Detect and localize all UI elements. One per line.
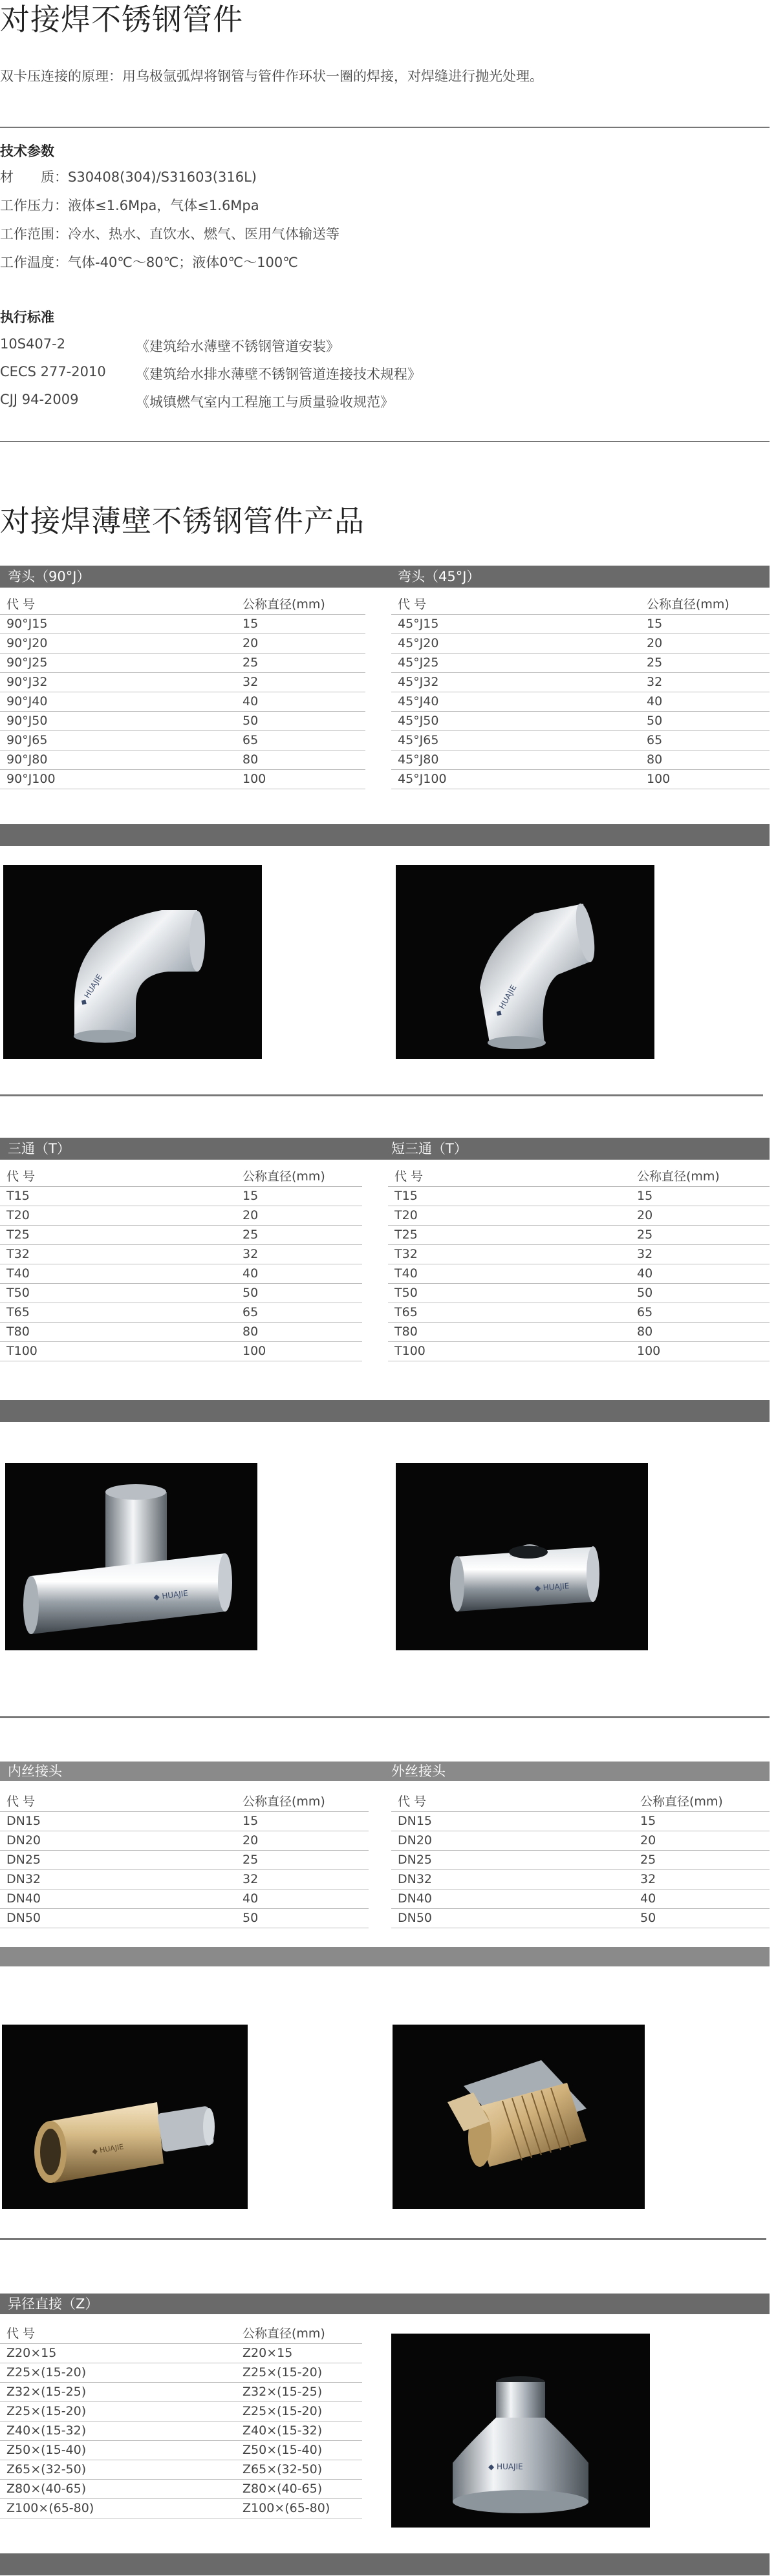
row-divider xyxy=(388,1244,770,1245)
male-adapter-icon xyxy=(393,2025,645,2209)
cell-code: Z25×(15-20) xyxy=(6,2365,87,2379)
cell-dn: 80 xyxy=(242,752,259,767)
cell-dn: 65 xyxy=(242,1305,259,1319)
short-tee-photo xyxy=(396,1463,648,1650)
tee-photo xyxy=(5,1463,257,1650)
cell-code: 90°J20 xyxy=(6,636,48,650)
cell-code: T25 xyxy=(394,1228,418,1242)
row-divider xyxy=(0,1869,369,1870)
row-divider xyxy=(0,1244,362,1245)
cell-dn: 65 xyxy=(637,1305,653,1319)
cell-code: T25 xyxy=(6,1228,30,1242)
cell-dn: 50 xyxy=(640,1911,656,1925)
cell-dn: Z40×(15-32) xyxy=(242,2423,323,2438)
cell-code: T15 xyxy=(6,1189,30,1203)
cell-dn: 20 xyxy=(637,1208,653,1222)
cell-dn: Z50×(15-40) xyxy=(242,2443,323,2457)
cell-code: DN50 xyxy=(398,1911,433,1925)
cell-code: 90°J100 xyxy=(6,772,56,786)
row-divider xyxy=(0,653,365,654)
cell-dn: 40 xyxy=(647,694,663,708)
column-header-dn: 公称直径(mm) xyxy=(640,1794,723,1809)
tech-row: 工作范围：冷水、热水、直饮水、燃气、医用气体输送等 xyxy=(0,226,339,242)
column-header-dn: 公称直径(mm) xyxy=(242,597,325,612)
elbow-90-icon xyxy=(3,865,262,1059)
row-divider xyxy=(391,711,770,712)
section-header-bar xyxy=(0,2294,770,2314)
cell-dn: 40 xyxy=(242,694,259,708)
column-header-dn: 公称直径(mm) xyxy=(242,1794,325,1809)
column-header-dn: 公称直径(mm) xyxy=(242,2326,325,2341)
cell-dn: 32 xyxy=(647,675,663,689)
cell-dn: 65 xyxy=(647,733,663,747)
cell-code: T65 xyxy=(394,1305,418,1319)
cell-dn: 25 xyxy=(647,655,663,670)
cell-dn: 32 xyxy=(242,1247,259,1261)
cell-code: DN15 xyxy=(6,1814,41,1828)
row-divider xyxy=(391,1869,770,1870)
cell-dn: 32 xyxy=(242,1872,259,1886)
row-divider xyxy=(388,1186,770,1187)
row-divider xyxy=(391,633,770,634)
table-title: 弯头（45°J） xyxy=(398,569,480,584)
cell-code: T40 xyxy=(394,1266,418,1281)
row-divider xyxy=(388,1322,770,1323)
row-divider xyxy=(391,614,770,615)
cell-code: Z100×(65-80) xyxy=(6,2501,94,2515)
tech-row: 工作压力：液体≤1.6Mpa，气体≤1.6Mpa xyxy=(0,198,259,213)
row-divider xyxy=(0,633,365,634)
svg-text:◆ HUAJIE: ◆ HUAJIE xyxy=(534,1581,570,1593)
column-header-dn: 公称直径(mm) xyxy=(242,1169,325,1184)
section-header-bar xyxy=(0,1762,770,1781)
female-adapter-icon xyxy=(2,2025,248,2209)
divider xyxy=(0,1716,770,1718)
standard-code: CJJ 94-2009 xyxy=(0,392,79,407)
row-divider xyxy=(0,614,365,615)
cell-code: DN20 xyxy=(6,1833,41,1847)
row-divider xyxy=(0,1908,369,1909)
cell-code: 90°J80 xyxy=(6,752,48,767)
cell-code: Z80×(40-65) xyxy=(6,2482,87,2496)
cell-dn: 32 xyxy=(640,1872,656,1886)
table-title: 外丝接头 xyxy=(391,1763,446,1779)
table-title: 三通（T） xyxy=(8,1141,70,1156)
tee-icon xyxy=(5,1463,257,1650)
cell-dn: 65 xyxy=(242,733,259,747)
divider xyxy=(0,2238,766,2240)
cell-dn: 100 xyxy=(637,1344,661,1358)
cell-dn: 100 xyxy=(242,772,266,786)
row-divider xyxy=(391,653,770,654)
cell-dn: 20 xyxy=(242,1833,259,1847)
cell-code: Z32×(15-25) xyxy=(6,2385,87,2399)
cell-code: T50 xyxy=(6,1286,30,1300)
elbow-45-photo xyxy=(396,865,654,1059)
cell-code: 45°J40 xyxy=(398,694,439,708)
row-divider xyxy=(0,1186,362,1187)
cell-code: 90°J15 xyxy=(6,617,48,631)
cell-dn: 25 xyxy=(637,1228,653,1242)
cell-dn: 20 xyxy=(647,636,663,650)
cell-code: 90°J50 xyxy=(6,714,48,728)
cell-dn: 15 xyxy=(242,1814,259,1828)
row-divider xyxy=(0,1225,362,1226)
section-footer-bar xyxy=(0,824,770,846)
table-title: 短三通（T） xyxy=(391,1141,468,1156)
cell-code: T32 xyxy=(394,1247,418,1261)
standard-name: 《城镇燃气室内工程施工与质量验收规范》 xyxy=(136,394,394,410)
cell-dn: 80 xyxy=(242,1325,259,1339)
intro-text: 双卡压连接的原理：用乌极氩弧焊将钢管与管件作环状一圈的焊接，对焊缝进行抛光处理。 xyxy=(0,69,543,84)
cell-dn: 15 xyxy=(242,1189,259,1203)
row-divider xyxy=(0,1322,362,1323)
cell-code: DN20 xyxy=(398,1833,433,1847)
section-footer-bar xyxy=(0,1400,770,1422)
cell-dn: 15 xyxy=(242,617,259,631)
row-divider xyxy=(388,1283,770,1284)
section-header-bar xyxy=(0,566,770,588)
column-header-code: 代 号 xyxy=(394,1169,424,1184)
cell-dn: 32 xyxy=(637,1247,653,1261)
cell-dn: 50 xyxy=(647,714,663,728)
divider xyxy=(0,441,770,442)
cell-dn: 25 xyxy=(640,1853,656,1867)
cell-dn: 20 xyxy=(242,1208,259,1222)
section-header-bar xyxy=(0,1138,770,1160)
cell-dn: 15 xyxy=(647,617,663,631)
cell-code: Z65×(32-50) xyxy=(6,2462,87,2476)
row-divider xyxy=(391,672,770,673)
table-title: 弯头（90°J） xyxy=(8,569,91,584)
row-divider xyxy=(0,711,365,712)
cell-code: 45°J50 xyxy=(398,714,439,728)
cell-dn: 50 xyxy=(242,1286,259,1300)
cell-dn: 15 xyxy=(637,1189,653,1203)
cell-dn: 50 xyxy=(242,714,259,728)
column-header-code: 代 号 xyxy=(6,2326,36,2341)
cell-dn: 40 xyxy=(242,1891,259,1906)
table-title: 内丝接头 xyxy=(8,1763,62,1779)
column-header-dn: 公称直径(mm) xyxy=(637,1169,720,1184)
cell-code: 45°J15 xyxy=(398,617,439,631)
tech-row: 材 质：S30408(304)/S31603(316L) xyxy=(0,169,257,185)
cell-dn: 25 xyxy=(242,1228,259,1242)
products-title: 对接焊薄壁不锈钢管件产品 xyxy=(0,504,365,538)
short-tee-icon xyxy=(396,1463,648,1650)
cell-code: Z20×15 xyxy=(6,2346,57,2360)
cell-code: T15 xyxy=(394,1189,418,1203)
cell-code: 45°J100 xyxy=(398,772,447,786)
male-adapter-photo xyxy=(393,2025,645,2209)
standards-heading: 执行标准 xyxy=(0,310,54,325)
row-divider xyxy=(0,730,365,731)
row-divider xyxy=(0,1811,369,1812)
cell-dn: 40 xyxy=(637,1266,653,1281)
cell-dn: 15 xyxy=(640,1814,656,1828)
cell-code: DN25 xyxy=(6,1853,41,1867)
cell-dn: Z65×(32-50) xyxy=(242,2462,323,2476)
cell-code: T100 xyxy=(394,1344,426,1358)
table-title: 异径直接（Z） xyxy=(8,2296,99,2312)
elbow-90-photo xyxy=(3,865,262,1059)
cell-code: DN40 xyxy=(6,1891,41,1906)
svg-text:◆ HUAJIE: ◆ HUAJIE xyxy=(493,983,519,1018)
cell-code: 45°J20 xyxy=(398,636,439,650)
row-divider xyxy=(0,1341,362,1342)
reducer-photo xyxy=(391,2334,650,2528)
divider xyxy=(0,127,770,128)
reducer-icon xyxy=(391,2334,650,2528)
cell-dn: 80 xyxy=(637,1325,653,1339)
svg-text:◆ HUAJIE: ◆ HUAJIE xyxy=(488,2462,523,2471)
column-header-code: 代 号 xyxy=(6,1794,36,1809)
row-divider xyxy=(0,1283,362,1284)
column-header-code: 代 号 xyxy=(398,597,427,612)
cell-dn: 32 xyxy=(242,675,259,689)
cell-dn: 40 xyxy=(640,1891,656,1906)
cell-code: T50 xyxy=(394,1286,418,1300)
row-divider xyxy=(388,1225,770,1226)
column-header-code: 代 号 xyxy=(398,1794,427,1809)
cell-dn: 80 xyxy=(647,752,663,767)
cell-code: 90°J40 xyxy=(6,694,48,708)
cell-code: T65 xyxy=(6,1305,30,1319)
row-divider xyxy=(391,769,770,770)
cell-code: DN32 xyxy=(6,1872,41,1886)
standard-code: CECS 277-2010 xyxy=(0,364,106,379)
cell-code: 45°J25 xyxy=(398,655,439,670)
column-header-dn: 公称直径(mm) xyxy=(647,597,729,612)
cell-code: Z40×(15-32) xyxy=(6,2423,87,2438)
cell-code: 90°J65 xyxy=(6,733,48,747)
tech-row: 工作温度：气体-40℃～80℃；液体0℃～100℃ xyxy=(0,255,298,270)
cell-dn: 50 xyxy=(242,1911,259,1925)
cell-code: T40 xyxy=(6,1266,30,1281)
cell-code: 45°J65 xyxy=(398,733,439,747)
cell-code: 45°J32 xyxy=(398,675,439,689)
divider xyxy=(0,1094,763,1096)
standard-name: 《建筑给水排水薄壁不锈钢管道连接技术规程》 xyxy=(136,367,421,382)
svg-text:◆ HUAJIE: ◆ HUAJIE xyxy=(91,2142,125,2156)
cell-code: T20 xyxy=(6,1208,30,1222)
elbow-45-icon xyxy=(396,865,654,1059)
cell-code: 90°J25 xyxy=(6,655,48,670)
standard-code: 10S407-2 xyxy=(0,336,66,352)
cell-dn: 20 xyxy=(640,1833,656,1847)
row-divider xyxy=(388,1341,770,1342)
cell-dn: Z20×15 xyxy=(242,2346,293,2360)
cell-dn: Z100×(65-80) xyxy=(242,2501,330,2515)
row-divider xyxy=(0,672,365,673)
cell-code: DN25 xyxy=(398,1853,433,1867)
standard-name: 《建筑给水薄壁不锈钢管道安装》 xyxy=(136,339,339,354)
cell-code: 45°J80 xyxy=(398,752,439,767)
row-divider xyxy=(0,1850,369,1851)
cell-dn: Z80×(40-65) xyxy=(242,2482,323,2496)
tech-heading: 技术参数 xyxy=(0,144,54,159)
cell-dn: 100 xyxy=(242,1344,266,1358)
female-adapter-photo xyxy=(2,2025,248,2209)
section-footer-bar xyxy=(0,1947,770,1966)
cell-code: 90°J32 xyxy=(6,675,48,689)
cell-code: DN32 xyxy=(398,1872,433,1886)
cell-dn: Z25×(15-20) xyxy=(242,2404,323,2418)
row-divider xyxy=(391,730,770,731)
cell-code: T80 xyxy=(394,1325,418,1339)
cell-dn: 50 xyxy=(637,1286,653,1300)
cell-dn: 40 xyxy=(242,1266,259,1281)
cell-dn: Z25×(15-20) xyxy=(242,2365,323,2379)
cell-code: DN40 xyxy=(398,1891,433,1906)
cell-code: T100 xyxy=(6,1344,38,1358)
row-divider xyxy=(391,1908,770,1909)
cell-dn: 25 xyxy=(242,655,259,670)
page-footer-bar xyxy=(0,2553,770,2575)
cell-code: Z50×(15-40) xyxy=(6,2443,87,2457)
row-divider xyxy=(391,1850,770,1851)
column-header-code: 代 号 xyxy=(6,1169,36,1184)
cell-dn: 100 xyxy=(647,772,671,786)
column-header-code: 代 号 xyxy=(6,597,36,612)
page-title: 对接焊不锈钢管件 xyxy=(0,2,243,37)
cell-code: T80 xyxy=(6,1325,30,1339)
row-divider xyxy=(391,1811,770,1812)
cell-code: DN50 xyxy=(6,1911,41,1925)
cell-code: Z25×(15-20) xyxy=(6,2404,87,2418)
cell-dn: Z32×(15-25) xyxy=(242,2385,323,2399)
cell-dn: 25 xyxy=(242,1853,259,1867)
cell-dn: 20 xyxy=(242,636,259,650)
cell-code: DN15 xyxy=(398,1814,433,1828)
cell-code: T32 xyxy=(6,1247,30,1261)
svg-text:◆ HUAJIE: ◆ HUAJIE xyxy=(78,972,105,1007)
cell-code: T20 xyxy=(394,1208,418,1222)
svg-text:◆ HUAJIE: ◆ HUAJIE xyxy=(153,1588,189,1602)
